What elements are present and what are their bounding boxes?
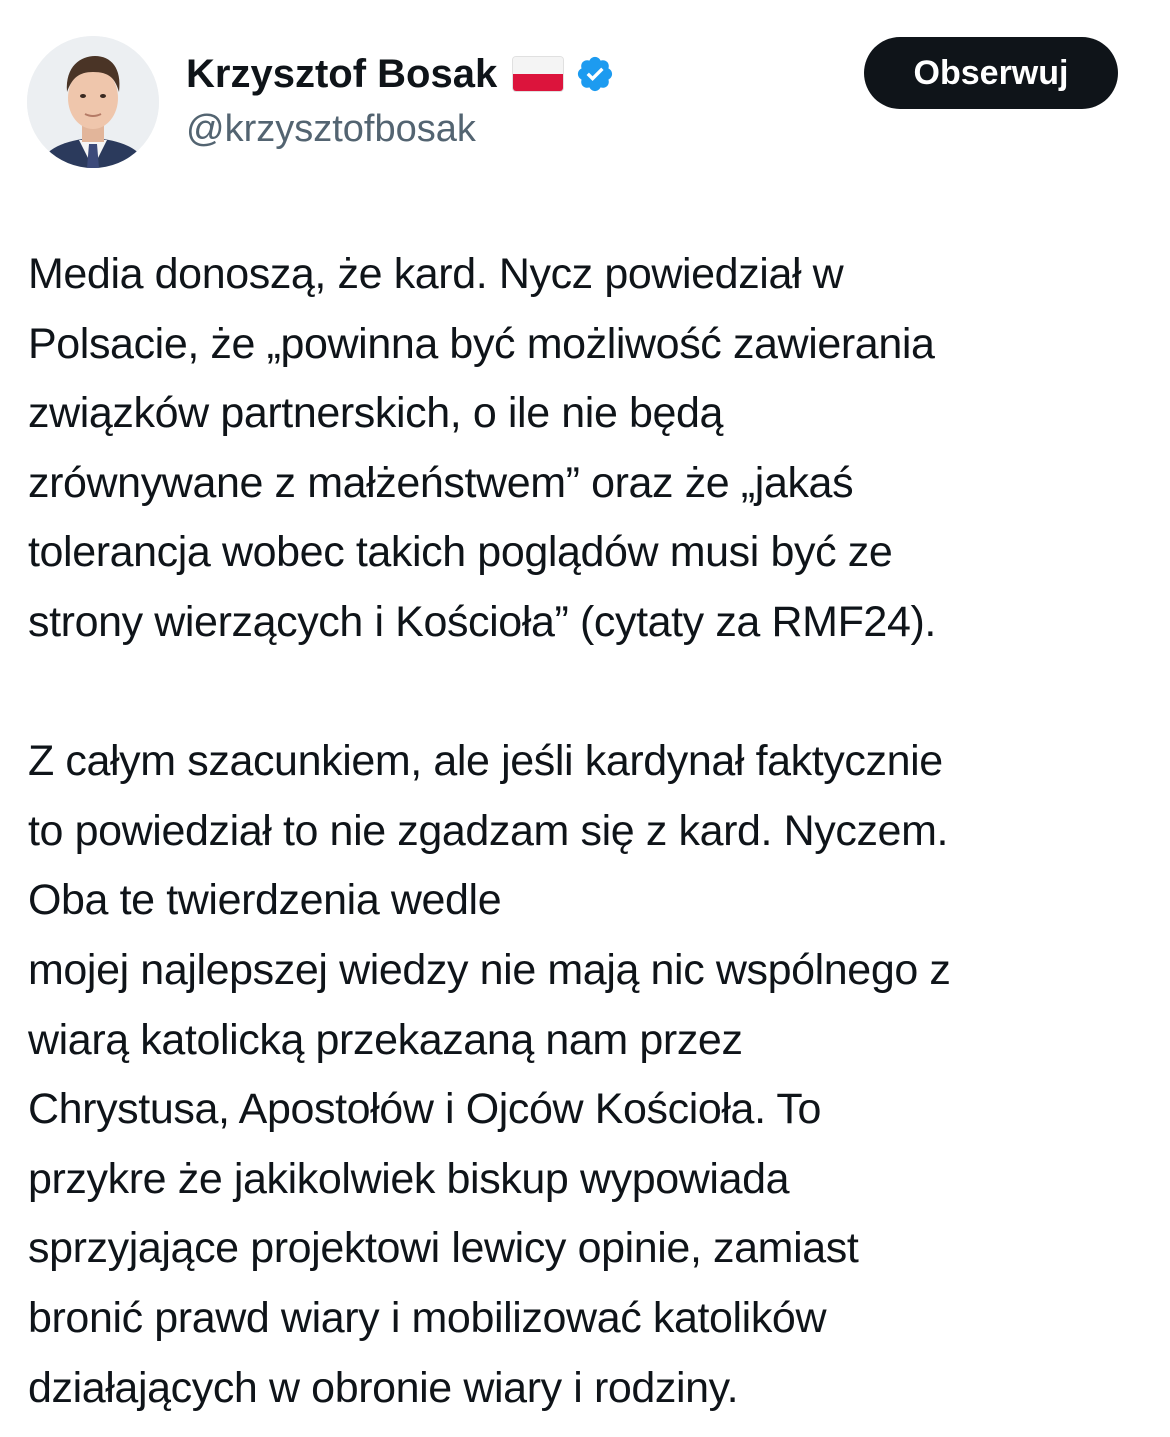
display-name[interactable]: Krzysztof Bosak — [186, 52, 498, 96]
tweet-line: to powiedział to nie zgadzam się z kard. Nyczem. — [28, 806, 949, 855]
avatar[interactable] — [27, 36, 159, 168]
tweet-line: Oba te twierdzenia wedle — [28, 876, 502, 925]
tweet-line: Chrystusa, Apostołów i Ojców Kościoła. To — [28, 1085, 821, 1134]
tweet-line: mojej najlepszej wiedzy nie mają nic wspólnego z — [28, 945, 951, 994]
tweet-line: Polsacie, że „powinna być możliwość zawierania — [28, 319, 935, 368]
tweet-line: tolerancja wobec takich poglądów musi być ze — [28, 528, 893, 577]
tweet-text — [28, 240, 1158, 1423]
tweet-paragraph-break — [28, 658, 1158, 728]
tweet-line: Z całym szacunkiem, ale jeśli kardynał faktycznie — [28, 737, 943, 786]
tweet-line: bronić prawd wiary i mobilizować katolików — [28, 1293, 827, 1342]
verified-badge-icon[interactable] — [575, 54, 615, 94]
tweet-line: strony wierzących i Kościoła” (cytaty za RMF24). — [28, 597, 936, 646]
author-handle[interactable]: @krzysztofbosak — [186, 108, 476, 150]
author-name-row[interactable] — [186, 48, 615, 100]
tweet-line: związków partnerskich, o ile nie będą — [28, 389, 724, 438]
tweet-line: sprzyjające projektowi lewicy opinie, zamiast — [28, 1224, 859, 1273]
tweet-line: Media donoszą, że kard. Nycz powiedział w — [28, 250, 844, 298]
tweet-line: wiarą katolicką przekazaną nam przez — [28, 1015, 743, 1064]
tweet-line: przykre że jakikolwiek biskup wypowiada — [28, 1154, 790, 1203]
tweet-line: działających w obronie wiary i rodziny. — [28, 1363, 739, 1412]
tweet-line: zrównywane z małżeństwem” oraz że „jakaś — [28, 458, 854, 507]
follow-button[interactable]: Obserwuj — [864, 37, 1118, 109]
poland-flag-icon — [513, 57, 563, 91]
avatar-image — [27, 36, 159, 168]
